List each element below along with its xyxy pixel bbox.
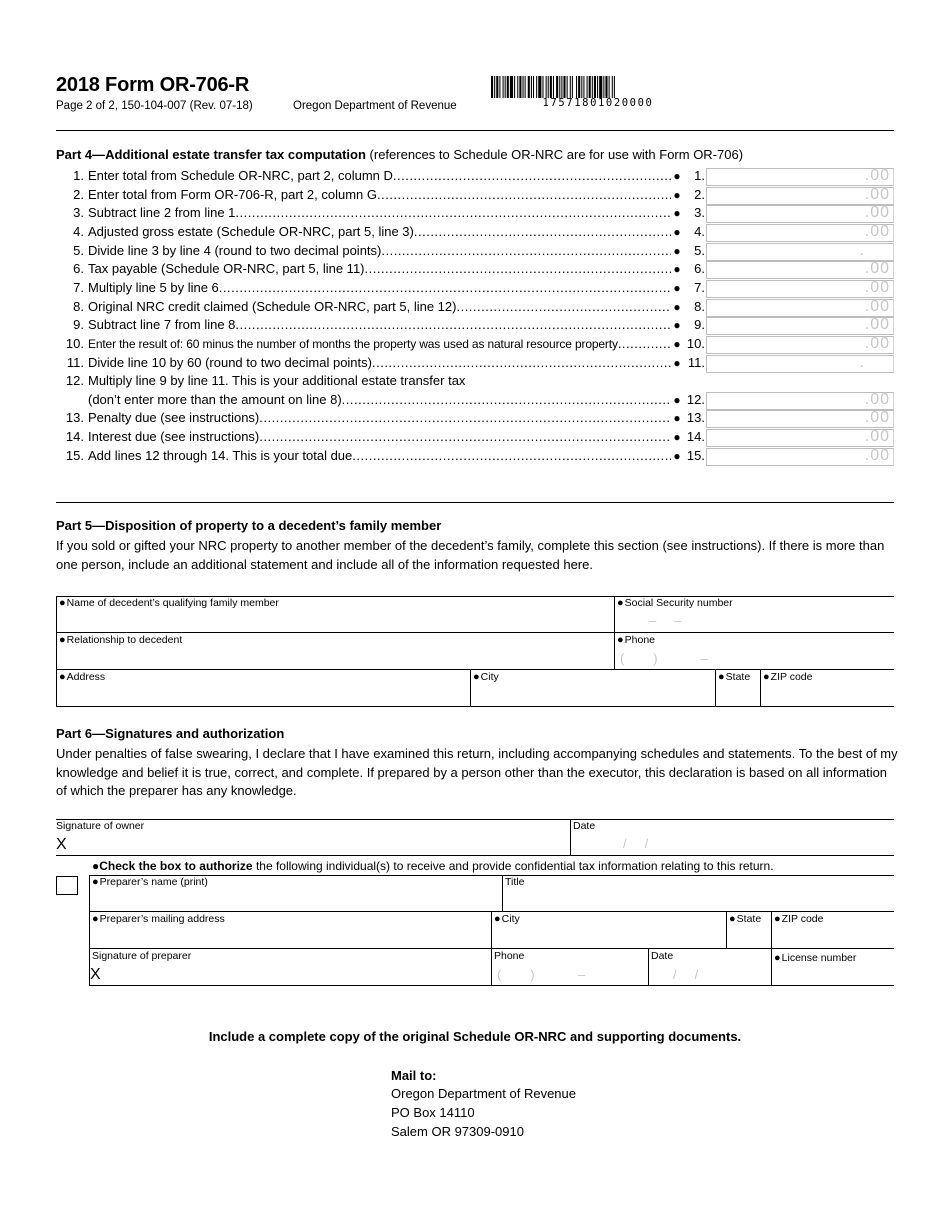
amount-field-line-6[interactable]: [706, 261, 894, 279]
barcode-bar: [597, 76, 598, 98]
part4-divider: [56, 502, 894, 503]
preparer-address-field[interactable]: [89, 912, 491, 949]
bullet-icon: ●: [617, 634, 624, 646]
leader-dots: [365, 261, 672, 276]
preparer-title-field[interactable]: [502, 875, 894, 912]
field-label: ●ZIP code: [763, 671, 813, 683]
bullet-icon: ●: [59, 634, 66, 646]
line-13: [60, 410, 705, 428]
barcode-bar: [592, 76, 593, 98]
department-name: Oregon Department of Revenue: [293, 100, 457, 112]
signature-x-mark: X: [56, 836, 67, 853]
line-ref: 1.: [694, 168, 705, 183]
cents-hint: .00: [864, 447, 890, 464]
line-10: [60, 336, 705, 354]
line-2: [60, 187, 705, 205]
cents-hint: .00: [864, 335, 890, 352]
part4-title-bold: Part 4—Additional estate transfer tax computation: [56, 147, 366, 162]
leader-dots: [377, 187, 671, 202]
barcode-bar: [572, 76, 573, 98]
leader-dots: [618, 336, 671, 351]
barcode-bar: [519, 76, 521, 98]
barcode: [491, 76, 705, 98]
ratio-field-line-11[interactable]: [706, 355, 894, 373]
barcode-bar: [578, 76, 580, 98]
line-number: 1.: [73, 168, 84, 183]
barcode-bar: [605, 76, 607, 98]
phone-format-hint: ( ) –: [497, 967, 586, 982]
part5-description: If you sold or gifted your NRC property to another member of the decedent’s family, complete this section (see instructions). If there is more than one person, include an additional statement and include all of the information requested here.: [56, 538, 885, 572]
bullet-icon: ●: [673, 393, 681, 407]
line-12: [60, 373, 705, 391]
leader-dots: [352, 448, 671, 463]
barcode-bar: [525, 76, 526, 98]
bullet-icon: ●: [718, 671, 725, 683]
preparer-name-field[interactable]: [89, 875, 502, 912]
signature-x-mark: X: [90, 966, 101, 983]
bullet-icon: ●: [59, 671, 66, 683]
bullet-icon: ●: [774, 952, 781, 964]
bullet-icon: ●: [673, 449, 681, 463]
amount-field-line-15[interactable]: [706, 448, 894, 466]
owner-date-field[interactable]: [570, 819, 894, 856]
field-label: ●ZIP code: [774, 913, 824, 925]
barcode-bar: [542, 76, 543, 98]
line-number: 11.: [66, 355, 84, 370]
bullet-icon: ●: [673, 318, 681, 332]
line-ref: 2.: [694, 187, 705, 202]
bullet-icon: ●: [673, 281, 681, 295]
bullet-icon: ●: [673, 244, 681, 258]
barcode-bar: [507, 76, 509, 98]
preparer-date-field[interactable]: [648, 949, 771, 986]
bullet-icon: ●: [673, 337, 681, 351]
barcode-bar: [563, 76, 565, 98]
field-label: ●State: [718, 671, 751, 683]
field-label: ●Preparer’s mailing address: [92, 913, 225, 925]
line-text: Enter the result of: 60 minus the number of months the property was used as natural resource property: [88, 337, 618, 351]
field-label: ●Preparer’s name (print): [92, 876, 208, 888]
line-text: Adjusted gross estate (Schedule OR-NRC, part 5, line 3): [88, 224, 414, 239]
amount-field-line-8[interactable]: [706, 299, 894, 317]
line-text: Interest due (see instructions): [88, 429, 260, 444]
line-ref: 14.: [686, 429, 705, 444]
line-number: 9.: [73, 317, 84, 332]
field-label: Date: [651, 950, 674, 962]
line-ref: 9.: [694, 317, 705, 332]
preparer-signature-field[interactable]: [89, 949, 491, 986]
barcode-bar: [599, 76, 602, 98]
line-text: Original NRC credit claimed (Schedule OR-NRC, part 5, line 12): [88, 299, 457, 314]
preparer-state-field[interactable]: [726, 912, 771, 949]
barcode-number: 17571801020000: [542, 97, 654, 109]
line-text: Multiply line 9 by line 11. This is your additional estate transfer tax: [88, 373, 466, 388]
barcode-bar: [561, 76, 562, 98]
line-text: Penalty due (see instructions): [88, 410, 260, 425]
bullet-icon: ●: [673, 188, 681, 202]
mail-address-line: Salem OR 97309-0910: [391, 1124, 524, 1139]
line-5: [60, 243, 705, 261]
leader-dots: [259, 429, 671, 444]
barcode-bar: [499, 76, 500, 98]
field-label: Date: [573, 820, 596, 832]
line-ref: 13.: [686, 410, 705, 425]
line-8: [60, 299, 705, 317]
bullet-icon: ●: [92, 876, 99, 888]
line-7: [60, 280, 705, 298]
barcode-bar: [589, 76, 591, 98]
line-ref: 10.: [686, 336, 705, 351]
barcode-bar: [510, 76, 513, 98]
line-ref: 7.: [694, 280, 705, 295]
barcode-bar: [576, 76, 577, 98]
line-text: Divide line 10 by 60 (round to two decimal points): [88, 355, 372, 370]
cents-hint: .00: [864, 204, 890, 221]
amount-field-line-3[interactable]: [706, 205, 894, 223]
barcode-bar: [536, 76, 537, 98]
line-number: 3.: [73, 205, 84, 220]
line-number: 6.: [73, 261, 84, 276]
barcode-bar: [546, 76, 547, 98]
mail-address-line: Oregon Department of Revenue: [391, 1086, 576, 1101]
date-format-hint: / /: [673, 967, 699, 982]
ssn-format-hint: – –: [649, 613, 682, 628]
line-text: Tax payable (Schedule OR-NRC, part 5, line 11): [88, 261, 365, 276]
line-text: Enter total from Schedule OR-NRC, part 2, column D: [88, 168, 393, 183]
leader-dots: [381, 243, 671, 258]
part6-description: Under penalties of false swearing, I declare that I have examined this return, including accompanying schedules and statements. To the best of my knowledge and belief it is true, correct, and complete. If prepared by a person other than the executor, this declaration is based on all information of which the preparer has any knowledge.: [56, 746, 898, 798]
bullet-icon: ●: [729, 913, 736, 925]
preparer-city-field[interactable]: [491, 912, 726, 949]
field-label: Signature of owner: [56, 820, 145, 832]
authorize-text: [92, 859, 774, 873]
bullet-icon: ●: [673, 430, 681, 444]
barcode-bar: [587, 76, 588, 98]
amount-field-line-10[interactable]: [706, 336, 894, 354]
date-format-hint: / /: [623, 836, 649, 851]
barcode-bar: [570, 76, 571, 98]
bullet-icon: ●: [473, 671, 480, 683]
part5-title: Part 5—Disposition of property to a decedent’s family member: [56, 518, 442, 533]
bullet-icon: ●: [673, 169, 681, 183]
mail-address-line: PO Box 14110: [391, 1105, 475, 1120]
field-label: ●Address: [59, 671, 106, 683]
authorize-body: the following individual(s) to receive and provide confidential tax information relating to this return.: [255, 859, 774, 873]
part4-title: [56, 147, 743, 162]
line-text: Add lines 12 through 14. This is your total due: [88, 448, 353, 463]
line-ref: 11.: [687, 355, 705, 370]
barcode-bar: [594, 76, 596, 98]
field-label: ●City: [494, 913, 520, 925]
barcode-bar: [517, 76, 518, 98]
cents-hint: .00: [864, 298, 890, 315]
line-4: [60, 224, 705, 242]
barcode-bar: [556, 76, 558, 98]
bullet-icon: ●: [617, 597, 624, 609]
state-field[interactable]: [715, 670, 760, 707]
ssn-field[interactable]: [614, 596, 894, 633]
header-divider: [56, 130, 894, 131]
barcode-bar: [523, 76, 524, 98]
line-number: 13.: [65, 410, 84, 425]
cents-hint: .00: [864, 391, 890, 408]
authorize-checkbox[interactable]: [56, 876, 78, 895]
field-label: ●Social Security number: [617, 597, 733, 609]
line-14: [60, 429, 705, 447]
bullet-icon: ●: [673, 262, 681, 276]
leader-dots: [393, 168, 671, 183]
barcode-bar: [603, 76, 604, 98]
line-ref: 6.: [694, 261, 705, 276]
relationship-field[interactable]: [56, 633, 614, 670]
leader-dots: [219, 280, 671, 295]
leader-dots: [235, 317, 671, 332]
line-text: Divide line 3 by line 4 (round to two decimal points): [88, 243, 382, 258]
barcode-bar: [553, 76, 554, 98]
authorize-bold: Check the box to authorize: [99, 859, 253, 873]
barcode-bar: [503, 76, 504, 98]
line-ref: 15.: [686, 448, 705, 463]
line-ref: 3.: [694, 205, 705, 220]
leader-dots: [414, 224, 671, 239]
barcode-bar: [567, 76, 568, 98]
cents-hint: .00: [864, 260, 890, 277]
barcode-bar: [496, 76, 498, 98]
line-6: [60, 261, 705, 279]
cents-hint: .00: [864, 223, 890, 240]
barcode-bar: [609, 76, 610, 98]
barcode-bar: [581, 76, 582, 98]
bullet-icon: ●: [673, 356, 681, 370]
cents-hint: .00: [864, 279, 890, 296]
license-number-field[interactable]: [771, 949, 894, 986]
line-ref: 8.: [694, 299, 705, 314]
line-number: 2.: [73, 187, 84, 202]
barcode-bar: [550, 76, 552, 98]
bullet-icon: ●: [673, 300, 681, 314]
line-3: [60, 205, 705, 223]
amount-field-line-13[interactable]: [706, 410, 894, 428]
line-9: [60, 317, 705, 335]
line-number: 5.: [73, 243, 84, 258]
cents-hint: .00: [864, 186, 890, 203]
bullet-icon: ●: [59, 597, 66, 609]
family-member-name-field[interactable]: [56, 596, 614, 633]
barcode-bar: [583, 76, 584, 98]
bullet-icon: ●: [673, 411, 681, 425]
line-11: [60, 355, 705, 373]
barcode-bar: [612, 76, 613, 98]
line-1: [60, 168, 705, 186]
cents-hint: .00: [864, 316, 890, 333]
footer-note: Include a complete copy of the original Schedule OR-NRC and supporting documents.: [208, 1029, 742, 1044]
leader-dots: [235, 205, 671, 220]
line-text: Subtract line 7 from line 8: [88, 317, 236, 332]
leader-dots: [456, 299, 671, 314]
phone-format-hint: ( ) –: [620, 651, 709, 666]
barcode-bar: [491, 76, 493, 98]
line-number: 7.: [73, 280, 84, 295]
amount-field-line-7[interactable]: [706, 280, 894, 298]
leader-dots: [372, 355, 671, 370]
line-ref: 5.: [694, 243, 705, 258]
line-text: Subtract line 2 from line 1: [88, 205, 236, 220]
mail-to-heading: Mail to:: [391, 1068, 437, 1083]
barcode-bar: [505, 76, 506, 98]
field-label: ●Relationship to decedent: [59, 634, 183, 646]
bullet-icon: ●: [774, 913, 781, 925]
line-number: 15.: [65, 448, 84, 463]
field-label: ●State: [729, 913, 762, 925]
field-label: ●License number: [774, 952, 857, 964]
barcode-bar: [514, 76, 515, 98]
line-ref: 4.: [694, 224, 705, 239]
line-number: 10.: [65, 336, 84, 351]
part6-title: Part 6—Signatures and authorization: [56, 726, 285, 741]
form-title: 2018 Form OR-706-R: [56, 74, 250, 96]
field-label: ●City: [473, 671, 499, 683]
line-number: 4.: [73, 224, 84, 239]
field-label: Title: [505, 876, 525, 888]
cents-hint: .00: [864, 167, 890, 184]
phone-field[interactable]: [614, 633, 894, 670]
barcode-bar: [533, 76, 534, 98]
page-info: Page 2 of 2, 150-104-007 (Rev. 07-18): [56, 100, 253, 112]
decimal-hint: .: [859, 242, 865, 259]
barcode-bar: [538, 76, 541, 98]
cents-hint: .00: [864, 409, 890, 426]
amount-field-line-2[interactable]: [706, 187, 894, 205]
barcode-bar: [548, 76, 549, 98]
part4-title-note: (references to Schedule OR-NRC are for use with Form OR-706): [369, 147, 744, 162]
bullet-icon: ●: [673, 206, 681, 220]
line-15: [60, 448, 705, 466]
line-12-continued: [88, 392, 705, 410]
amount-field-line-12[interactable]: [706, 392, 894, 410]
line-text: (don’t enter more than the amount on line 8): [88, 392, 342, 407]
leader-dots: [259, 410, 671, 425]
preparer-phone-field[interactable]: [491, 949, 648, 986]
line-text: Enter total from Form OR-706-R, part 2, column G: [88, 187, 377, 202]
address-field[interactable]: [56, 670, 470, 707]
bullet-icon: ●: [92, 913, 99, 925]
line-text: Multiply line 5 by line 6: [88, 280, 219, 295]
ratio-field-line-5[interactable]: [706, 243, 894, 261]
field-label: ●Name of decedent’s qualifying family member: [59, 597, 279, 609]
bullet-icon: ●: [494, 913, 501, 925]
barcode-bar: [494, 76, 495, 98]
cents-hint: .00: [864, 428, 890, 445]
leader-dots: [342, 392, 671, 407]
amount-field-line-4[interactable]: [706, 224, 894, 242]
city-field[interactable]: [470, 670, 715, 707]
decimal-hint: .: [859, 354, 865, 371]
preparer-zip-field[interactable]: [771, 912, 894, 949]
barcode-bar: [559, 76, 560, 98]
barcode-bar: [614, 76, 615, 98]
amount-field-line-9[interactable]: [706, 317, 894, 335]
field-label: ●Phone: [617, 634, 656, 646]
barcode-bar: [528, 76, 530, 98]
bullet-icon: ●: [92, 859, 100, 873]
bullet-icon: ●: [673, 225, 681, 239]
barcode-bar: [531, 76, 532, 98]
owner-signature-field[interactable]: [56, 819, 570, 856]
line-number: 8.: [73, 299, 84, 314]
field-label: Signature of preparer: [92, 950, 192, 962]
bullet-icon: ●: [763, 671, 770, 683]
field-label: Phone: [494, 950, 525, 962]
zip-field[interactable]: [760, 670, 894, 707]
line-number: 12.: [65, 373, 84, 388]
amount-field-line-14[interactable]: [706, 429, 894, 447]
line-number: 14.: [65, 429, 84, 444]
amount-field-line-1[interactable]: [706, 168, 894, 186]
line-ref: 12.: [686, 392, 705, 407]
